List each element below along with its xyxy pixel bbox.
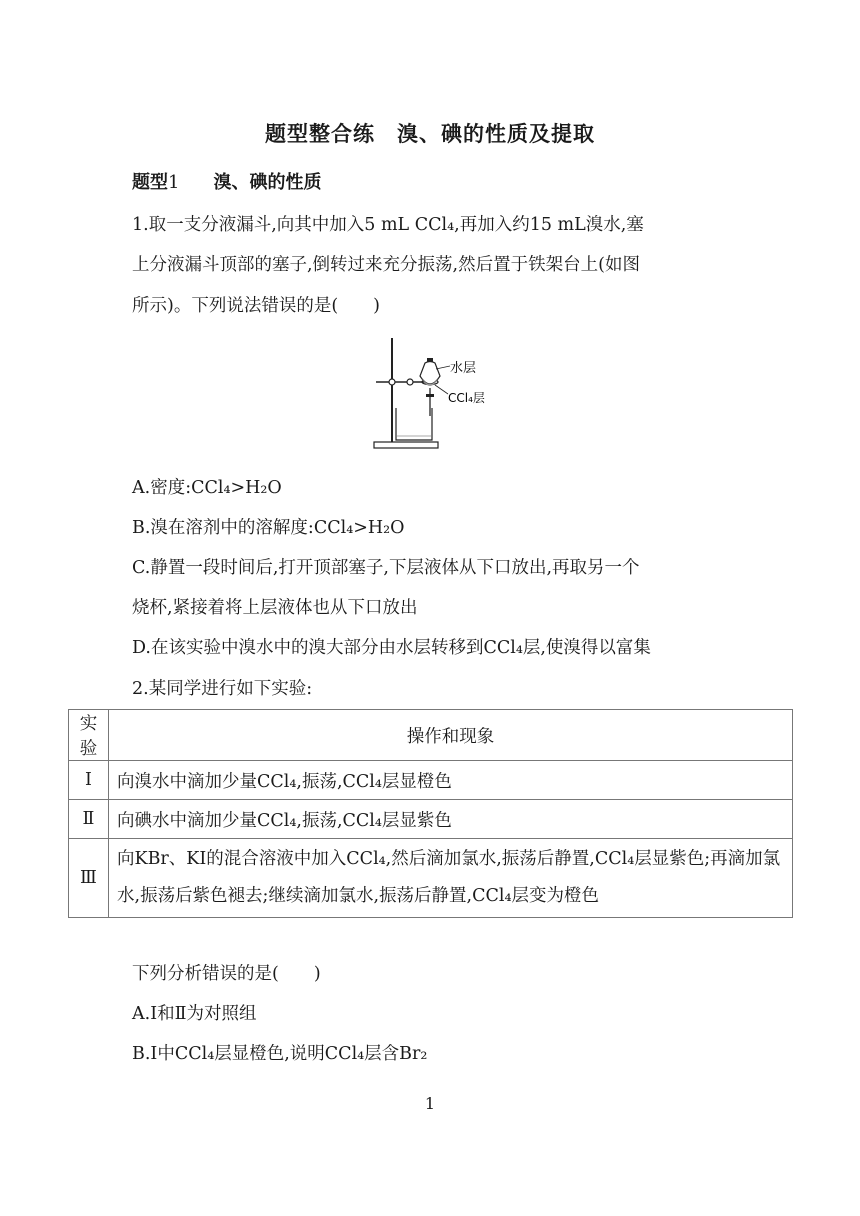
q1-stem-line1: 1.取一支分液漏斗,向其中加入5 mL CCl₄,再加入约15 mL溴水,塞: [132, 215, 644, 235]
header-operation: 操作和现象: [109, 710, 793, 761]
row-id: Ⅲ: [69, 839, 109, 918]
section-label: 题型: [132, 172, 168, 193]
q1-option-d: D.在该实验中溴水中的溴大部分由水层转移到CCl₄层,使溴得以富集: [132, 638, 651, 658]
funnel-apparatus-diagram: [370, 336, 495, 452]
q2-option-a: A.Ⅰ和Ⅱ为对照组: [132, 1004, 257, 1024]
experiment-table: [68, 709, 793, 918]
table-row: [69, 839, 793, 918]
q1-option-c-line1: C.静置一段时间后,打开顶部塞子,下层液体从下口放出,再取另一个: [132, 558, 640, 578]
row-text: 向KBr、KI的混合溶液中加入CCl₄,然后滴加氯水,振荡后静置,CCl₄层显紫色;再滴加氯水,振荡后紫色褪去;继续滴加氯水,振荡后静置,CCl₄层变为橙色: [109, 839, 793, 918]
q1-option-a: A.密度:CCl₄>H₂O: [132, 478, 282, 498]
page-title: 题型整合练 溴、碘的性质及提取: [265, 122, 595, 146]
ccl4-layer-label: CCl₄层: [448, 391, 485, 405]
section-name: 溴、碘的性质: [213, 172, 322, 193]
q2-follow: 下列分析错误的是( ): [132, 964, 321, 984]
separatory-funnel-figure: [370, 336, 495, 452]
row-id: Ⅱ: [69, 800, 109, 839]
row-id: Ⅰ: [69, 761, 109, 800]
q1-stem-line2: 上分液漏斗顶部的塞子,倒转过来充分振荡,然后置于铁架台上(如图: [132, 255, 640, 275]
q2-stem: 2.某同学进行如下实验:: [132, 679, 313, 699]
q1-option-c-line2: 烧杯,紧接着将上层液体也从下口放出: [132, 598, 418, 618]
table-header-row: [69, 710, 793, 761]
row-text: 向碘水中滴加少量CCl₄,振荡,CCl₄层显紫色: [109, 800, 793, 839]
q1-option-b: B.溴在溶剂中的溶解度:CCl₄>H₂O: [132, 518, 405, 538]
q1-stem-line3: 所示)。下列说法错误的是( ): [132, 296, 380, 316]
section-number: 1: [168, 172, 180, 193]
header-experiment: 实验: [69, 710, 109, 761]
water-layer-label: 水层: [450, 361, 477, 376]
table-row: [69, 761, 793, 800]
table-row: [69, 800, 793, 839]
page-number: 1: [424, 1094, 436, 1113]
row-text: 向溴水中滴加少量CCl₄,振荡,CCl₄层显橙色: [109, 761, 793, 800]
q2-option-b: B.Ⅰ中CCl₄层显橙色,说明CCl₄层含Br₂: [132, 1044, 428, 1064]
section-heading: [132, 168, 321, 194]
